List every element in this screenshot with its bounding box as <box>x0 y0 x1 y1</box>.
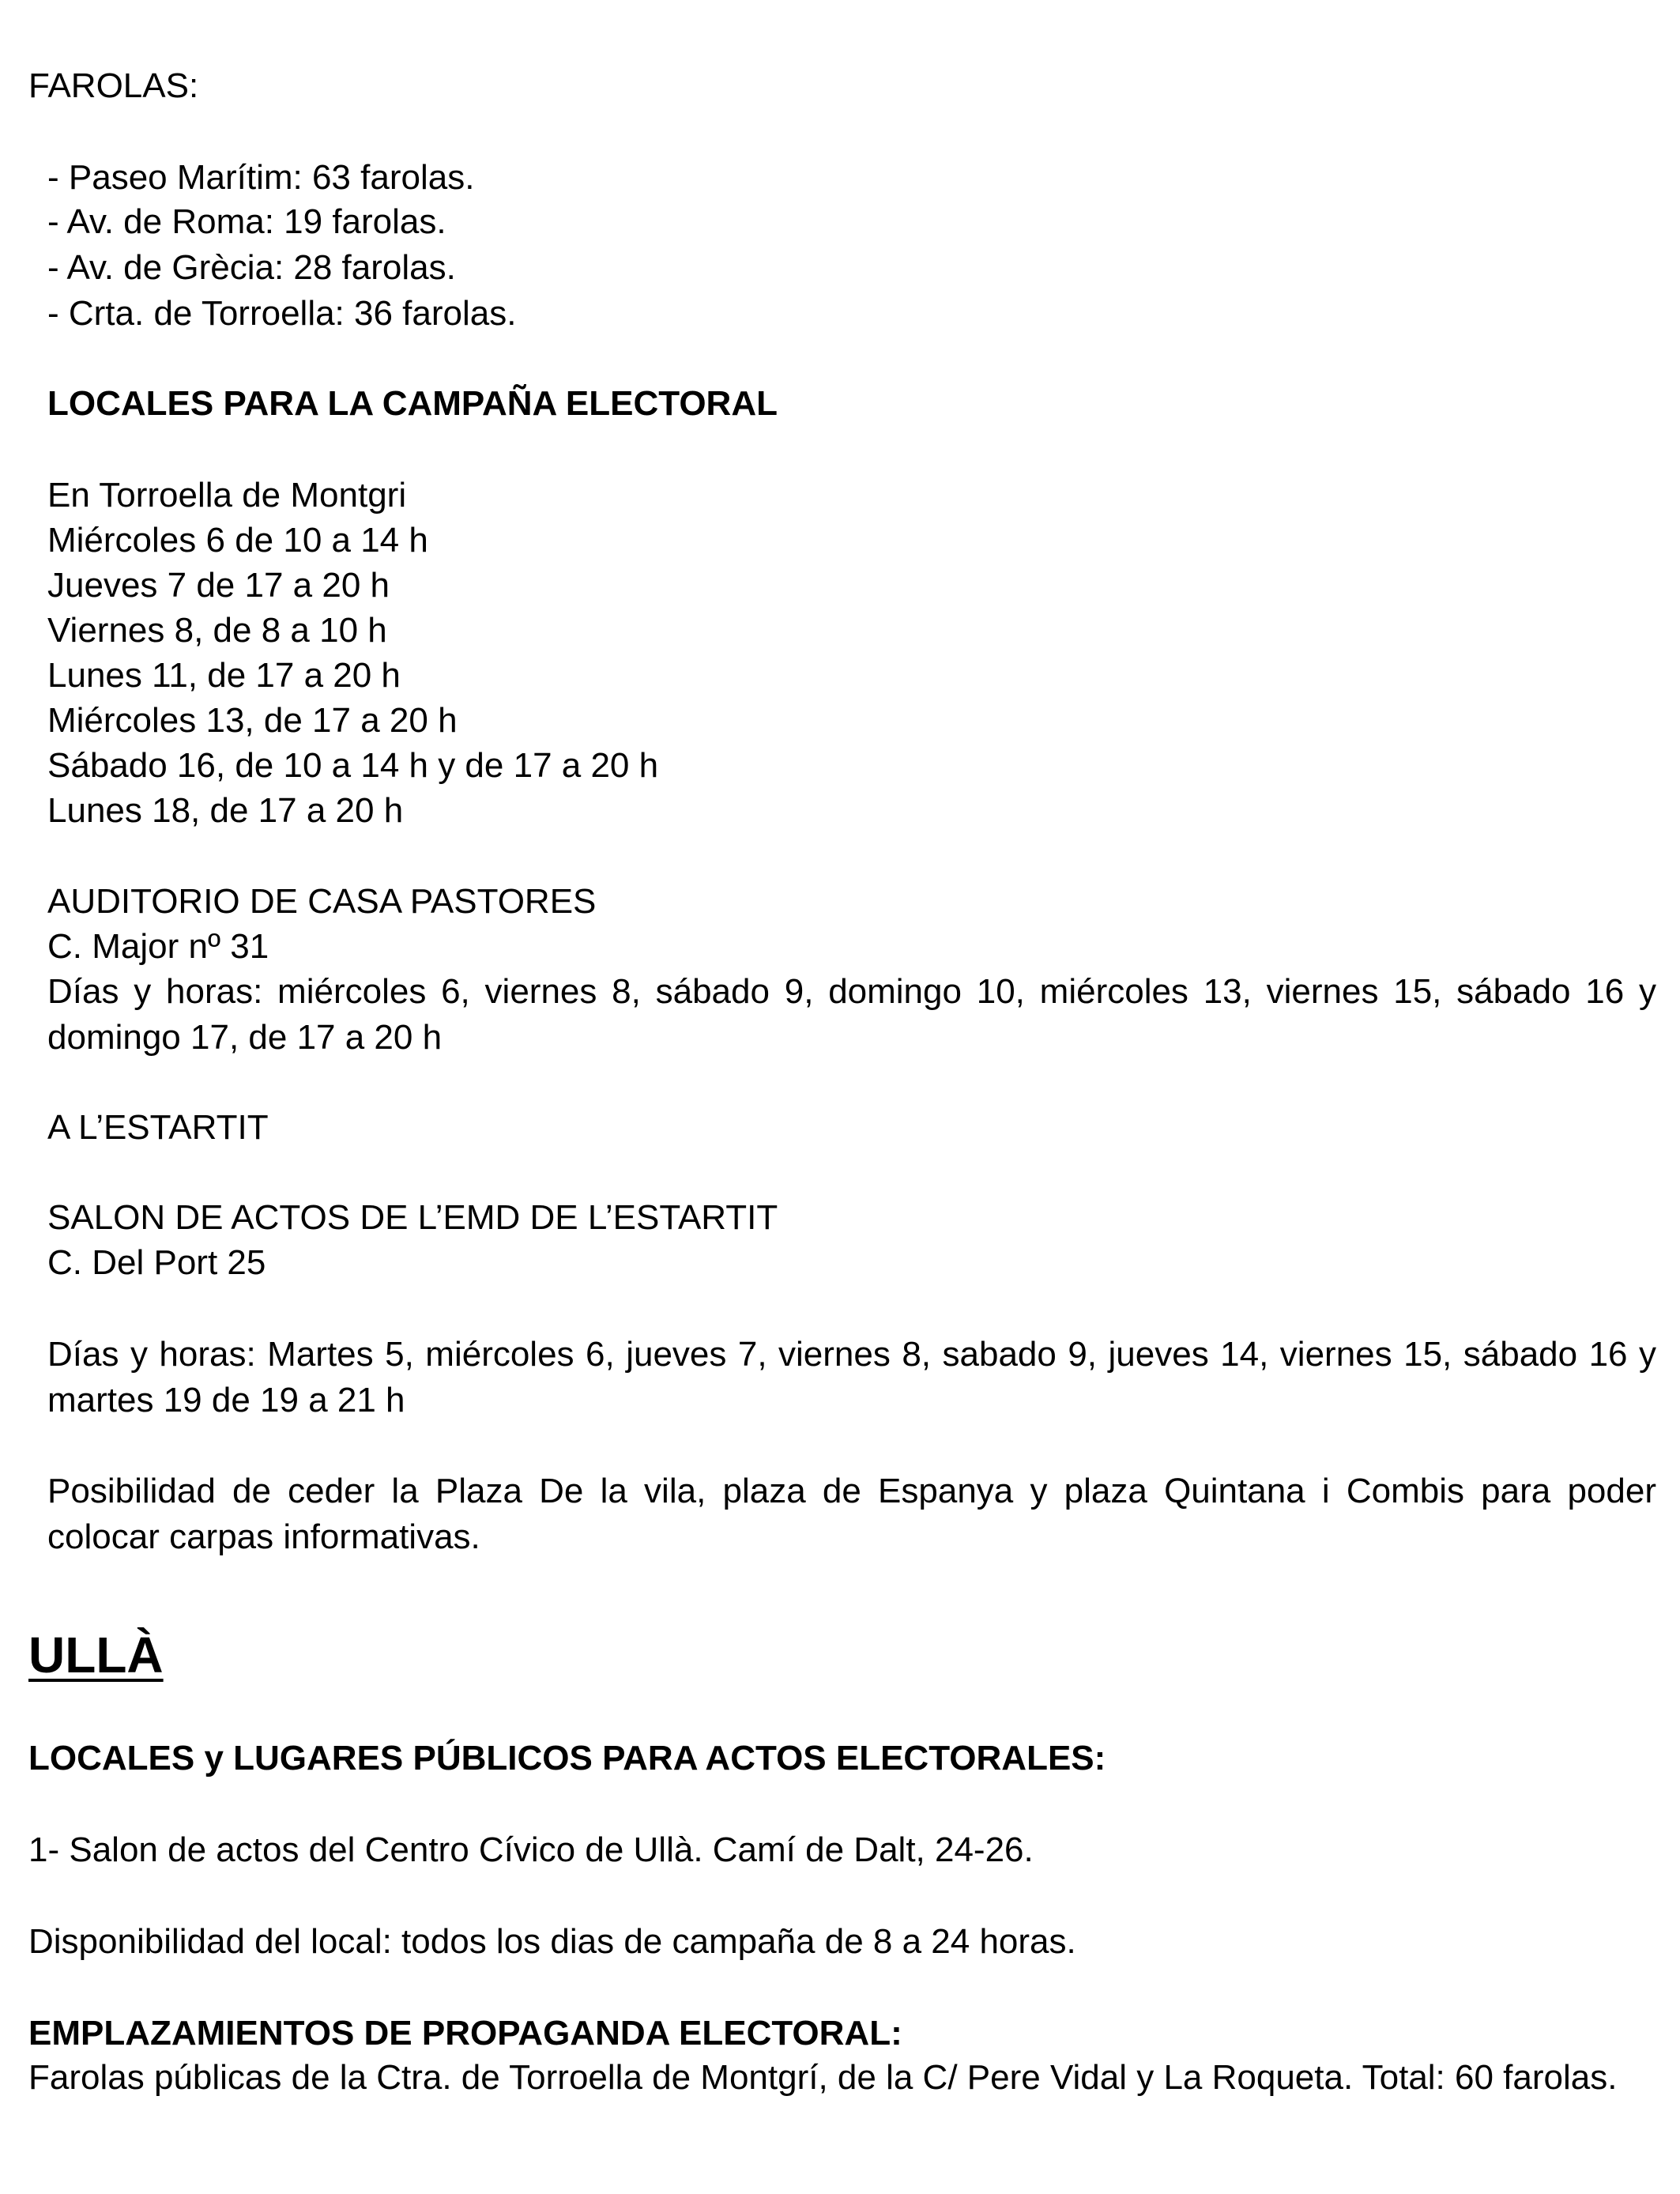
schedule-line: Miércoles 13, de 17 a 20 h <box>47 701 458 740</box>
torroella-intro: En Torroella de Montgri <box>47 476 407 515</box>
schedule-line: Miércoles 6 de 10 a 14 h <box>47 521 428 560</box>
ulla-propaganda-text: Farolas públicas de la Ctra. de Torroella de Montgrí, de la C/ Pere Vidal y La Roqueta. Total: 60 farolas. <box>28 2058 1618 2097</box>
estartit-heading: A L’ESTARTIT <box>47 1108 269 1147</box>
ulla-availability: Disponibilidad del local: todos los dias de campaña de 8 a 24 horas. <box>28 1922 1076 1961</box>
ulla-propaganda-heading: EMPLAZAMIENTOS DE PROPAGANDA ELECTORAL: <box>28 2014 902 2053</box>
estartit-address: C. Del Port 25 <box>47 1243 266 1282</box>
ulla-title: ULLÀ <box>28 1627 164 1683</box>
farolas-heading: FAROLAS: <box>28 66 199 105</box>
farolas-item: - Av. de Roma: 19 farolas. <box>47 202 446 241</box>
schedule-line: Viernes 8, de 8 a 10 h <box>47 611 387 650</box>
auditorio-address: C. Major nº 31 <box>47 927 269 966</box>
ulla-item-1: 1- Salon de actos del Centro Cívico de Ullà. Camí de Dalt, 24-26. <box>28 1830 1034 1869</box>
farolas-item: - Paseo Marítim: 63 farolas. <box>47 158 475 197</box>
farolas-item: - Av. de Grècia: 28 farolas. <box>47 248 456 287</box>
ulla-locales-heading: LOCALES y LUGARES PÚBLICOS PARA ACTOS ELECTORALES: <box>28 1739 1106 1777</box>
schedule-line: Jueves 7 de 17 a 20 h <box>47 566 390 605</box>
farolas-item: - Crta. de Torroella: 36 farolas. <box>47 294 517 333</box>
schedule-line: Lunes 11, de 17 a 20 h <box>47 656 401 695</box>
estartit-salon-name: SALON DE ACTOS DE L’EMD DE L’ESTARTIT <box>47 1198 778 1237</box>
schedule-line: Sábado 16, de 10 a 14 h y de 17 a 20 h <box>47 746 659 785</box>
estartit-note: Posibilidad de ceder la Plaza De la vila, plaza de Espanya y plaza Quintana i Combis para poder colocar carpas informativas. <box>47 1472 1656 1556</box>
schedule-line: Lunes 18, de 17 a 20 h <box>47 791 404 830</box>
auditorio-days: Días y horas: miércoles 6, viernes 8, sábado 9, domingo 10, miércoles 13, viernes 15, sábado 16 y domingo 17, de 17 a 20 h <box>47 972 1656 1057</box>
estartit-days: Días y horas: Martes 5, miércoles 6, jueves 7, viernes 8, sabado 9, jueves 14, viernes 15, sábado 16 y martes 19 de 19 a 21 h <box>47 1335 1656 1419</box>
locales-campana-heading: LOCALES PARA LA CAMPAÑA ELECTORAL <box>47 384 778 423</box>
auditorio-name: AUDITORIO DE CASA PASTORES <box>47 882 597 921</box>
